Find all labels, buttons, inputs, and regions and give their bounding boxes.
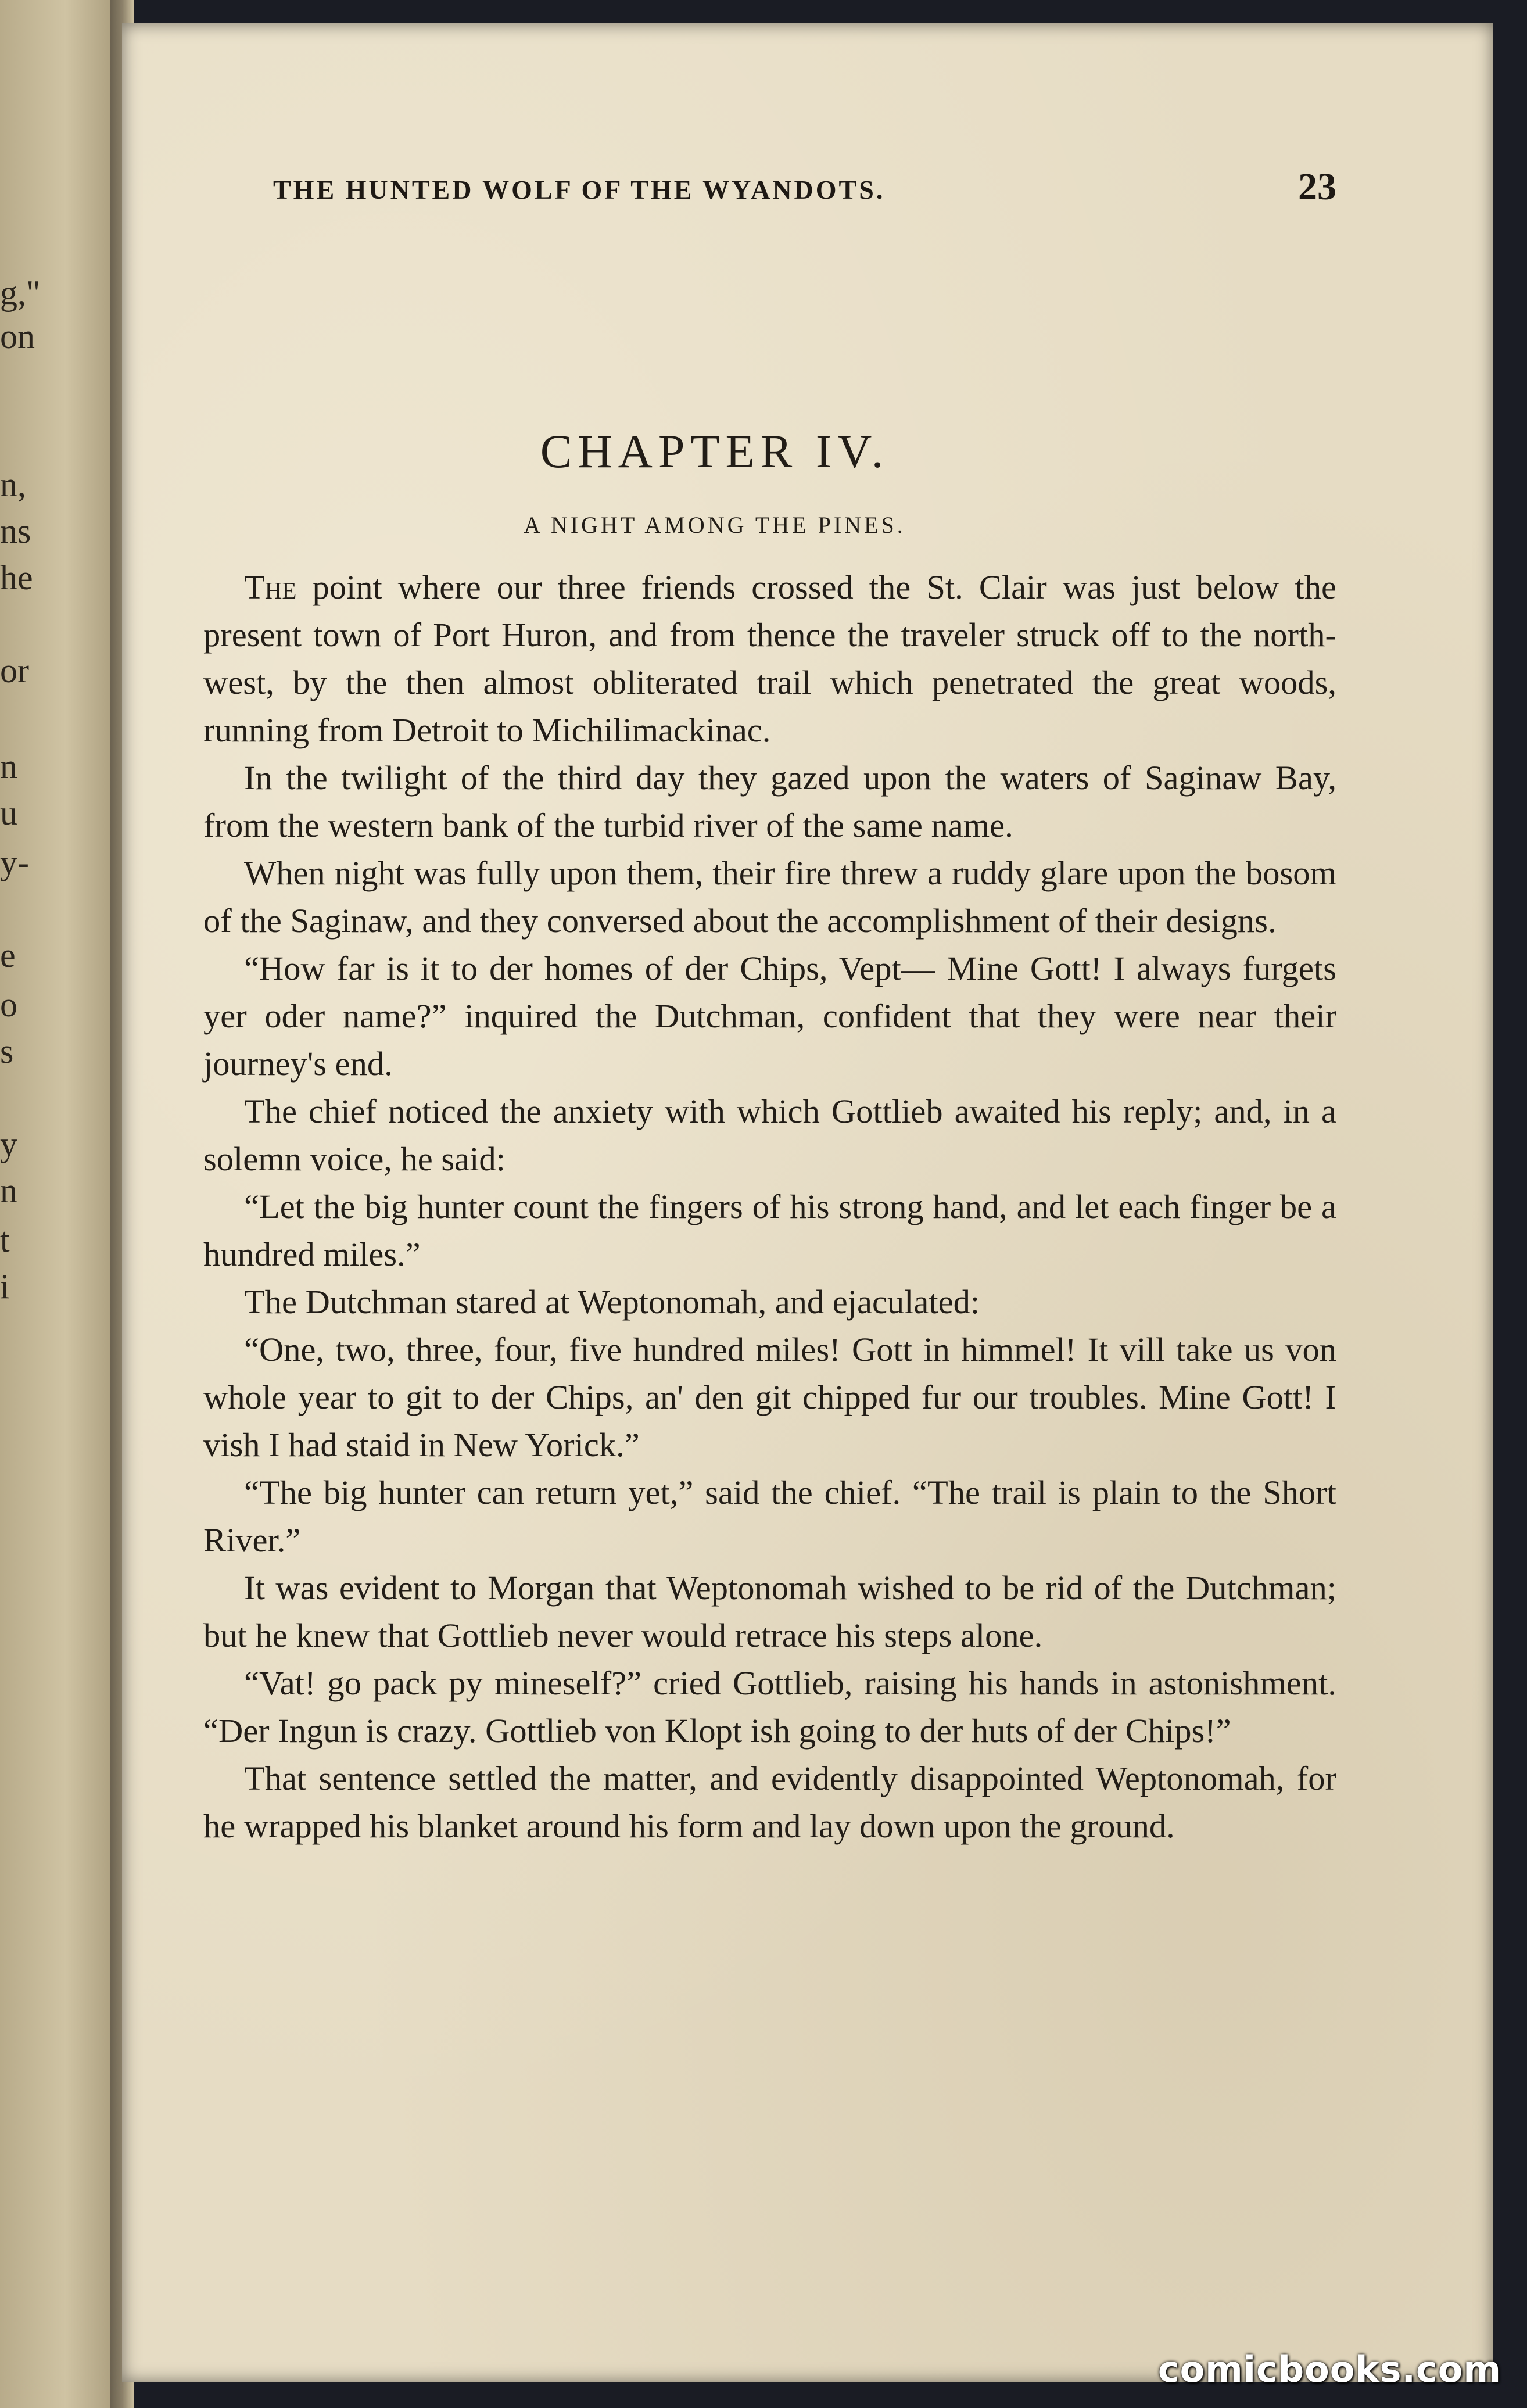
left-page-fragment: o — [0, 986, 17, 1024]
left-page-fragment: on — [0, 317, 35, 356]
paragraph — [203, 1088, 1336, 1183]
left-page-fragment: y- — [0, 843, 29, 881]
chapter-title: CHAPTER IV. — [540, 425, 890, 478]
paragraph-text: In the twilight of the third day they gazed upon the waters of Saginaw Bay, from the western bank of the turbid river of the same name. — [203, 759, 1336, 844]
paragraph — [203, 754, 1336, 850]
paragraph-text: It was evident to Morgan that Weptonomah wished to be rid of the Dutchman; but he knew that Gottlieb never would retrace his steps alone. — [203, 1569, 1336, 1654]
paragraph-text: point where our three friends crossed the St. Clair was just below the present town of Port Huron, and from thence the traveler struck off to the north-west, by the then almost obliterated trail which penetrated the great woods, running from Detroit to Michilimackinac. — [203, 568, 1336, 749]
body-text — [203, 564, 1336, 1850]
paragraph-text: When night was fully upon them, their fire threw a ruddy glare upon the bosom of the Saginaw, and they conversed about the accomplishment of their designs. — [203, 854, 1336, 940]
left-page-fragment: e — [0, 936, 16, 974]
paragraph — [203, 1469, 1336, 1564]
left-page-fragment: n — [0, 747, 17, 786]
left-page-fragment: n, — [0, 465, 26, 504]
left-page-fragment: s — [0, 1032, 14, 1070]
paragraph-text: “How far is it to der homes of der Chips, Vept— Mine Gott! I always furgets yer oder name?” inquired the Dutchman, confident that they were near their journey's end. — [203, 949, 1336, 1083]
chapter-subtitle: A NIGHT AMONG THE PINES. — [524, 512, 906, 538]
left-page-fragment: ns — [0, 512, 31, 550]
left-page-fragment: t — [0, 1221, 10, 1259]
left-page-fragment: g," — [0, 274, 41, 312]
running-head — [273, 163, 1336, 221]
paragraph-text: The Dutchman stared at Weptonomah, and ejaculated: — [244, 1283, 980, 1321]
paragraph — [203, 1183, 1336, 1278]
paragraph-text: “The big hunter can return yet,” said the chief. “The trail is plain to the Short River.” — [203, 1474, 1336, 1559]
paragraph-text: “One, two, three, four, five hundred miles! Gott in himmel! It vill take us von whole year to git to der Chips, an' den git chipped fur our troubles. Mine Gott! I vish I had staid in New Yorick.” — [203, 1331, 1336, 1464]
paragraph — [203, 1564, 1336, 1660]
left-page-fragment: i — [0, 1267, 10, 1306]
left-page-edge — [0, 0, 119, 2408]
left-page-fragment: n — [0, 1171, 17, 1210]
paragraph — [203, 1755, 1336, 1850]
paragraph — [203, 945, 1336, 1088]
paragraph-lead: The — [244, 568, 297, 606]
left-page-fragment: or — [0, 651, 29, 690]
paragraph-text: “Let the big hunter count the fingers of his strong hand, and let each finger be a hundred miles.” — [203, 1188, 1336, 1273]
page-number: 23 — [1298, 166, 1336, 208]
left-page-fragment: he — [0, 558, 33, 597]
paragraph — [203, 564, 1336, 754]
paragraph — [203, 1660, 1336, 1755]
left-page-fragment: y — [0, 1125, 17, 1163]
paragraph-text: The chief noticed the anxiety with which Gottlieb awaited his reply; and, in a solemn voice, he said: — [203, 1092, 1336, 1178]
watermark-logo: comicbooks.com — [1157, 2348, 1501, 2391]
paragraph — [203, 1326, 1336, 1469]
running-title: THE HUNTED WOLF OF THE WYANDOTS. — [273, 175, 886, 205]
paragraph-text: That sentence settled the matter, and evidently disappointed Weptonomah, for he wrapped his blanket around his form and lay down upon the ground. — [203, 1760, 1336, 1845]
left-page-fragment: u — [0, 794, 17, 832]
paragraph — [203, 850, 1336, 945]
paragraph-text: “Vat! go pack py mineself?” cried Gottlieb, raising his hands in astonishment. “Der Ingun is crazy. Gottlieb von Klopt ish going to der huts of der Chips!” — [203, 1664, 1336, 1750]
paragraph — [203, 1278, 1336, 1326]
